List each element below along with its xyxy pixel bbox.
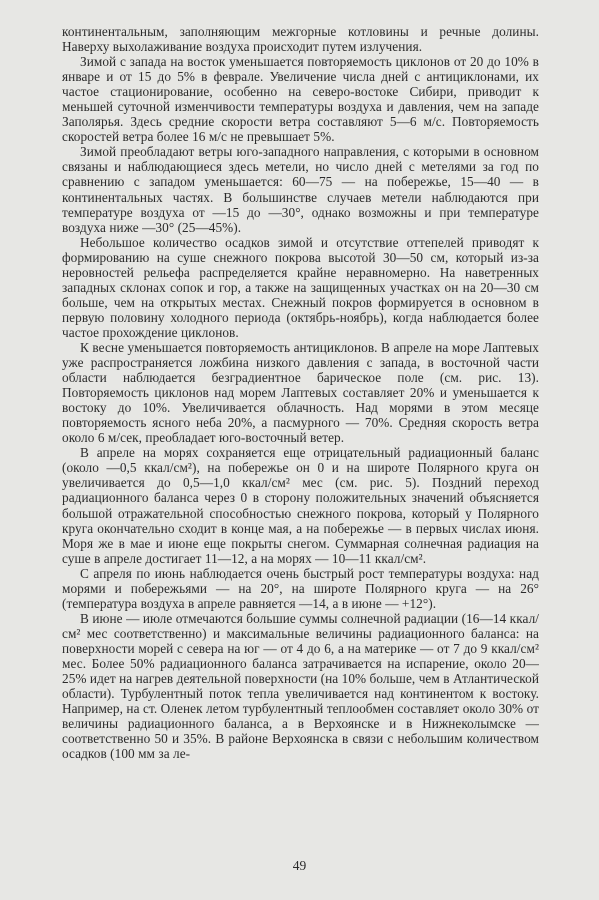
paragraph: континентальным, заполняющим межгорные котловины и речные долины. Наверху выхолаживание воздуха происходит путем излучения. [62, 24, 539, 55]
paragraph: К весне уменьшается повторяемость антициклонов. В апреле на море Лаптевых уже распространяется ложбина низкого давления с запада, в восточной части области наблюдается безградиентное барическое поле (см. рис. 13). Повторяемость циклонов над морем Лаптевых составляет 20% и уменьшается к востоку до 10%. Увеличивается облачность. Над морями в этом месяце повторяемость ясного неба 20%, а пасмурного — 70%. Средняя скорость ветра около 6 м/сек, преобладает юго-восточный ветер. [62, 339, 539, 446]
paragraph: В июне — июле отмечаются большие суммы солнечной радиации (16—14 ккал/см² мес соответственно) и максимальные величины радиационного баланса: на поверхности морей с севера на юг — от 4 до 6, а на материке — от 7 до 9 ккал/см² мес. Более 50% радиационного баланса затрачивается на испарение, около 20—25% идет на нагрев деятельной поверхности (на 10% больше, чем в Атлантической области). Турбулентный поток тепла увеличивается над континентом к востоку. Например, на ст. Оленек летом турбулентный теплообмен составляет около 30% от величины радиационного баланса, а в Верхоянске и в Нижнеколымске — соответственно 50 и 35%. В районе Верхоянска в связи с небольшим количеством осадков (100 мм за ле- [62, 610, 539, 762]
paragraph: Небольшое количество осадков зимой и отсутствие оттепелей приводят к формированию на суше снежного покрова высотой 30—50 см, который из-за неровностей рельефа распределяется крайне неравномерно. На наветренных западных склонах сопок и гор, а также на защищенных участках он на 20—30 см больше, чем на открытых местах. Снежный покров формируется в основном в первую половину холодного периода (октябрь-ноябрь), когда наблюдается более частое прохождение циклонов. [62, 234, 539, 340]
page-number: 49 [292, 858, 307, 873]
paragraph: С апреля по июнь наблюдается очень быстрый рост температуры воздуха: над морями и побережьями — на 20°, на широте Полярного круга — на 26° (температура воздуха в апреле равняется —14, а в июне — +12°). [62, 565, 539, 611]
paragraph: Зимой с запада на восток уменьшается повторяемость циклонов от 20 до 10% в январе и от 15 до 5% в феврале. Увеличение числа дней с антициклонами, их частое стационирование, особенно на северо-востоке Сибири, приводит к меньшей суточной изменчивости температуры воздуха и давления, чем на западе Заполярья. Здесь средние скорости ветра составляют 5—6 м/с. Повторяемость скоростей ветра более 16 м/с не превышает 5%. [62, 54, 539, 145]
paragraph: Зимой преобладают ветры юго-западного направления, с которыми в основном связаны и наблюдающиеся здесь метели, но число дней с метелями за год по сравнению с западом уменьшается: 60—75 — на побережье, 15—40 — в континентальных частях. В большинстве случаев метели наблюдаются при температуре воздуха от —15 до —30°, однако возможны и при температуре воздуха ниже —30° (25—45%). [62, 144, 539, 235]
paragraph: В апреле на морях сохраняется еще отрицательный радиационный баланс (около —0,5 ккал/см²), на побережье он 0 и на широте Полярного круга он увеличивается до 0,5—1,0 ккал/см² мес (см. рис. 5). Поздний переход радиационного баланса через 0 в сторону положительных значений объясняется большой отражательной способностью снежного покрова, который у Полярного круга окончательно сходит в конце мая, а на побережье — в первых числах июня. Моря же в мае и июне еще покрыты снегом. Суммарная солнечная радиация на суше в апреле достигает 11—12, а на морях — 10—11 ккал/см². [62, 445, 539, 566]
body-text [62, 24, 539, 761]
